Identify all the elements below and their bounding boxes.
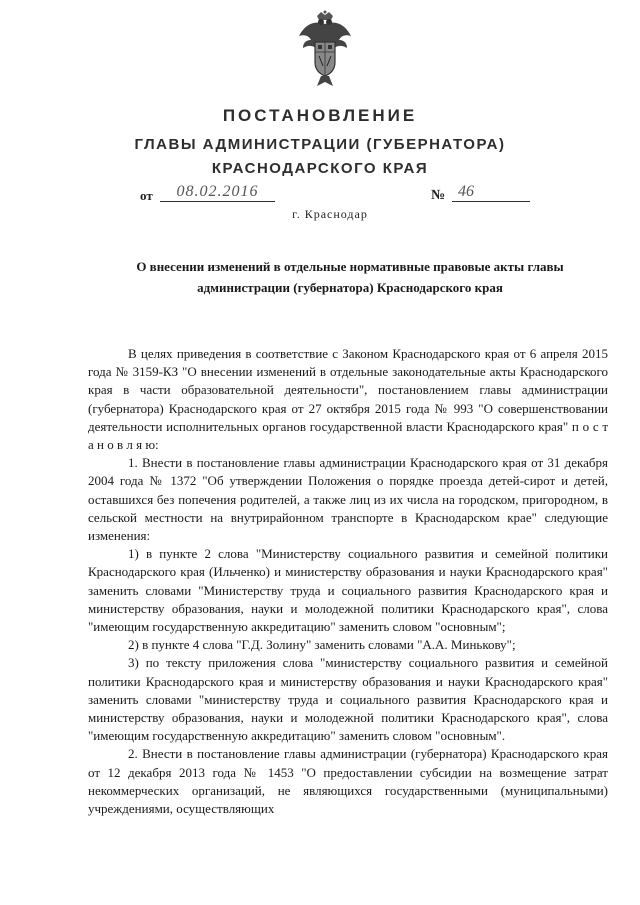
coat-of-arms-emblem	[295, 10, 355, 90]
body-paragraph: 2) в пункте 4 слова "Г.Д. Золину" заменить словами "А.А. Минькову";	[128, 637, 516, 653]
body-paragraph: 2. Внести в постановление главы администрации (губернатора) Краснодарского края от 12 декабря 2013 года № 1453 "О предоставлении субсидии на возмещение затрат некоммерческих организаций, не являющихся государственными (муниципальными) учреждениями, осуществляющих	[88, 746, 608, 817]
number-label: №	[431, 188, 446, 203]
document-heading: О внесении изменений в отдельные нормативные правовые акты главы администрации (губернатора) Краснодарского края	[136, 259, 564, 295]
body-paragraph: 1) в пункте 2 слова "Министерству социального развития и семейной политики Краснодарского края (Ильченко) и министерству образования и науки Краснодарского края" заменить словами "Министерству труда и социального развития Краснодарского края и министерству образования, науки и молодежной политики Краснодарского края", слова "имеющим государственную аккредитацию" заменить словом "основным";	[88, 546, 608, 635]
authority-title: ГЛАВЫ АДМИНИСТРАЦИИ (ГУБЕРНАТОРА)	[134, 136, 506, 153]
document-body	[88, 345, 608, 818]
document-number: 46	[452, 183, 530, 202]
document-type-title: ПОСТАНОВЛЕНИЕ	[222, 106, 418, 125]
city-label: г. Краснодар	[292, 207, 368, 221]
body-paragraph: В целях приведения в соответствие с Законом Краснодарского края от 6 апреля 2015 года № 3159-КЗ "О внесении изменений в отдельные законодательные акты Краснодарского края в части образовательной деятельности", постановлением главы администрации (губернатора) Краснодарского края от 27 октября 2015 года № 993 "О совершенствовании деятельности исполнительных органов государственной власти Краснодарского края" п о с т а н о в л я ю:	[88, 346, 608, 453]
date-label: от	[140, 188, 153, 203]
region-title: КРАСНОДАРСКОГО КРАЯ	[211, 160, 429, 177]
document-date: 08.02.2016	[160, 183, 275, 202]
body-paragraph: 3) по тексту приложения слова "министерству социального развития и семейной политики Краснодарского края и министерству образования и науки Краснодарского края" заменить словами "министерству труда и социального развития Краснодарского края и министерству образования, науки и молодежной политики Краснодарского края", слова "имеющим государственную аккредитацию" заменить словом "основным".	[88, 655, 608, 744]
body-paragraph: 1. Внести в постановление главы администрации Краснодарского края от 31 декабря 2004 года № 1372 "Об утверждении Положения о порядке проезда детей-сирот и детей, оставшихся без попечения родителей, а также лиц из их числа на городском, пригородном, в сельской местности на внутрирайонном транспорте в Краснодарском крае" следующие изменения:	[88, 455, 608, 544]
